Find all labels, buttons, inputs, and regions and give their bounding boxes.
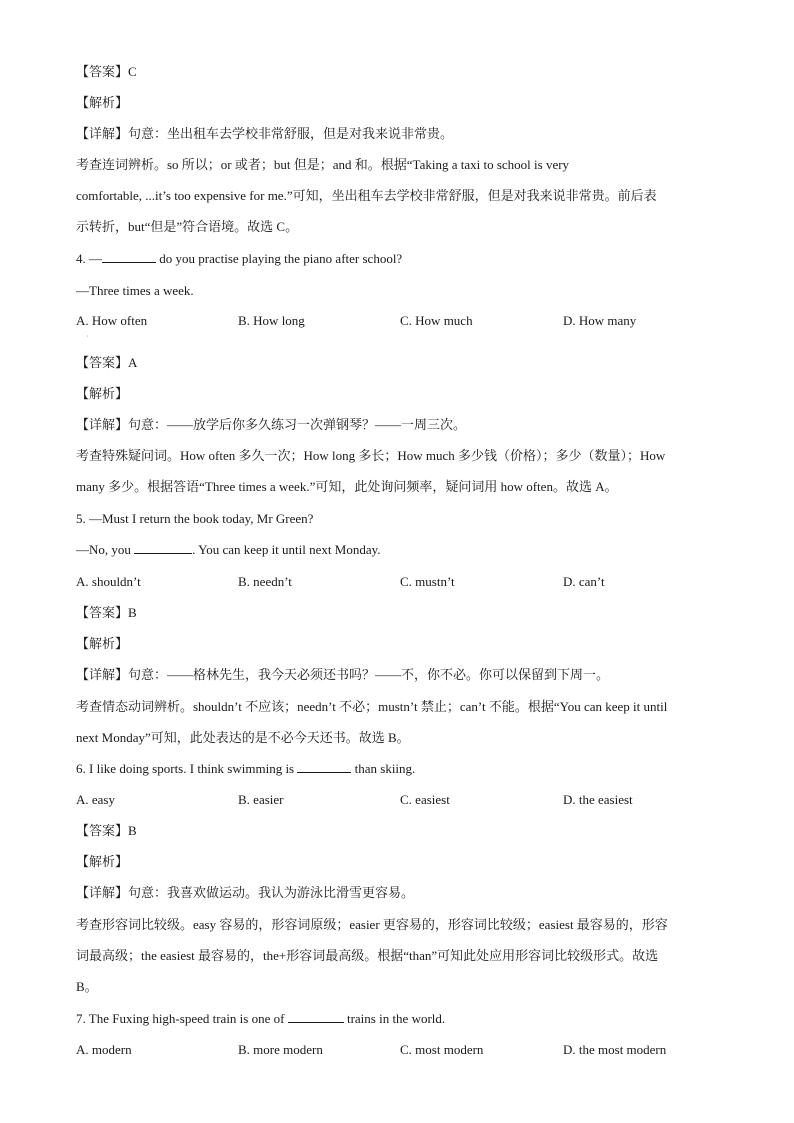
explanation-line: next Monday”可知，此处表达的是不必今天还书。故选 B。: [76, 730, 410, 745]
question-stem: 5. —Must I return the book today, Mr Green?: [76, 511, 314, 526]
detail-line: 【详解】句意：我喜欢做运动。我认为游泳比滑雪更容易。: [76, 885, 415, 901]
stray-mark: ·: [86, 332, 89, 341]
detail-line: 【详解】句意：坐出租车去学校非常舒服，但是对我来说非常贵。: [76, 126, 454, 142]
explanation-line: 考查连词辨析。so 所以；or 或者；but 但是；and 和。根据“Taking a taxi to school is very: [76, 157, 570, 172]
option-a: A. How often: [76, 313, 148, 328]
answer-tag: 【答案】: [76, 65, 129, 80]
explanation-line: many 多少。根据答语“Three times a week.”可知，此处询问频率，疑问词用 how often。故选 A。: [76, 479, 618, 494]
answer-blank: [297, 760, 351, 773]
explanation-line: comfortable, ...it’s too expensive for me.”可知，坐出租车去学校非常舒服，但是对我来说非常贵。前后表: [76, 188, 657, 203]
option-a: A. shouldn’t: [76, 574, 141, 589]
option-c: C. easiest: [400, 792, 450, 807]
option-c: C. mustn’t: [400, 574, 455, 589]
explanation-line: 词最高级；the easiest 最容易的，the+形容词最高级。根据“than”可知此处应用形容词比较级形式。故选: [76, 948, 659, 963]
answer-value: B: [128, 605, 137, 620]
answer-blank: [288, 1010, 344, 1023]
option-b: B. more modern: [238, 1042, 323, 1057]
answer-line: 【答案】B: [76, 605, 137, 621]
question-reply: —No, you . You can keep it until next Monday.: [76, 542, 381, 557]
option-d: D. can’t: [563, 574, 605, 589]
answer-blank: [102, 250, 156, 263]
detail-tag: 【详解】: [76, 127, 129, 142]
answer-value: A: [128, 355, 138, 370]
answer-line: 【答案】A: [76, 355, 138, 371]
analysis-heading: 【解析】: [76, 96, 129, 111]
answer-line: 【答案】B: [76, 823, 137, 839]
option-a: A. easy: [76, 792, 115, 807]
question-stem: 4. — do you practise playing the piano after school?: [76, 251, 403, 266]
answer-blank: [134, 541, 192, 554]
explanation-line: 考查特殊疑问词。How often 多久一次；How long 多长；How much 多少钱（价格）；多少（数量）；How: [76, 448, 666, 463]
question-reply: —Three times a week.: [76, 283, 194, 298]
analysis-heading: 【解析】: [76, 855, 129, 870]
option-d: D. How many: [563, 313, 637, 328]
option-d: D. the easiest: [563, 792, 633, 807]
option-b: B. How long: [238, 313, 305, 328]
option-d: D. the most modern: [563, 1042, 667, 1057]
explanation-line: 示转折，but“但是”符合语境。故选 C。: [76, 219, 299, 234]
question-stem: 6. I like doing sports. I think swimming is than skiing.: [76, 761, 416, 776]
analysis-heading: 【解析】: [76, 637, 129, 652]
option-c: C. most modern: [400, 1042, 484, 1057]
detail-line: 【详解】句意：——放学后你多久练习一次弹钢琴？——一周三次。: [76, 417, 467, 433]
option-b: B. easier: [238, 792, 284, 807]
question-stem: 7. The Fuxing high-speed train is one of trains in the world.: [76, 1011, 446, 1026]
option-b: B. needn’t: [238, 574, 292, 589]
explanation-line: B。: [76, 979, 98, 994]
analysis-heading: 【解析】: [76, 387, 129, 402]
option-c: C. How much: [400, 313, 473, 328]
answer-value: B: [128, 823, 137, 838]
option-a: A. modern: [76, 1042, 132, 1057]
explanation-line: 考查情态动词辨析。shouldn’t 不应该；needn’t 不必；mustn’t 禁止；can’t 不能。根据“You can keep it until: [76, 699, 668, 714]
explanation-line: 考查形容词比较级。easy 容易的，形容词原级；easier 更容易的，形容词比较级；easiest 最容易的，形容: [76, 917, 668, 932]
detail-line: 【详解】句意：——格林先生，我今天必须还书吗？——不，你不必。你可以保留到下周一。: [76, 667, 610, 683]
answer-line: [76, 63, 137, 82]
answer-value: C: [128, 64, 137, 79]
